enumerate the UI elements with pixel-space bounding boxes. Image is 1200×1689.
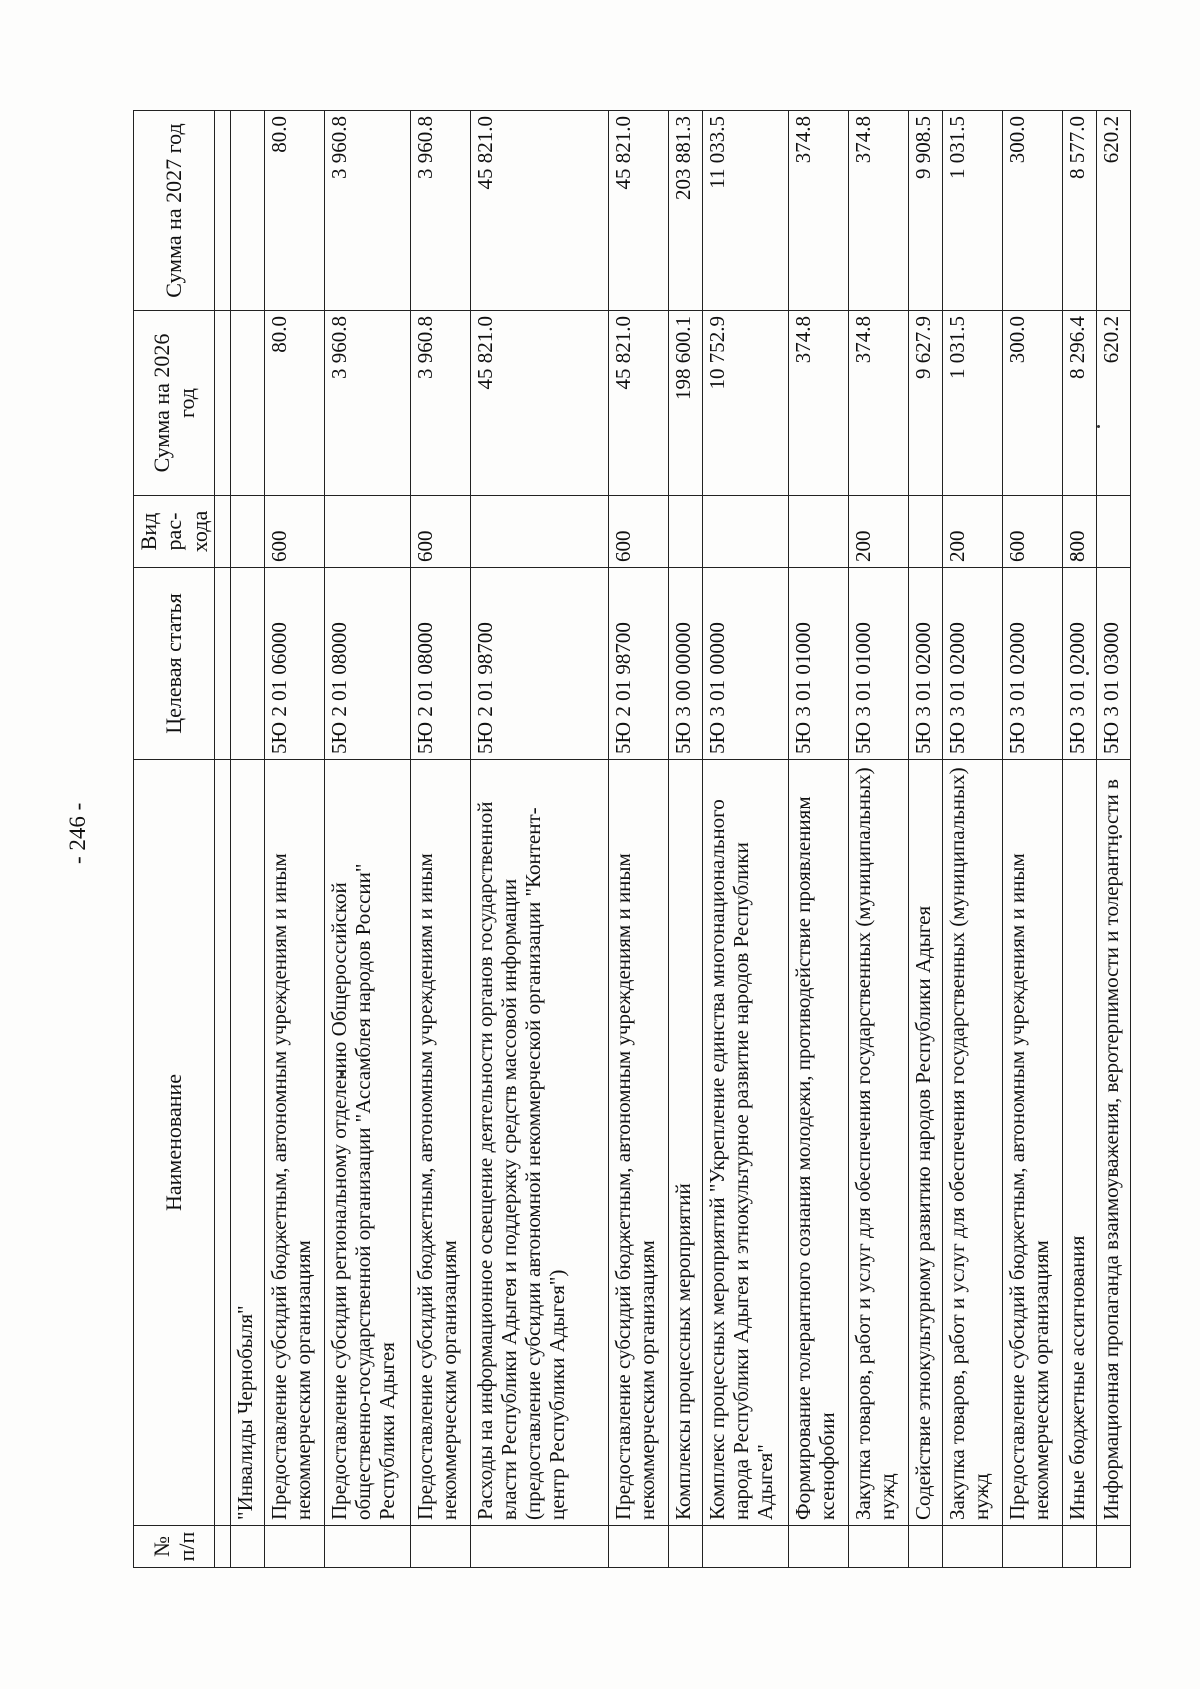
table-row: [848, 111, 908, 1568]
cell-sum-2026: 45 821.0: [470, 311, 608, 496]
cell-sum-2026: 3 960.8: [324, 311, 410, 496]
page-number: - 246 -: [65, 802, 90, 864]
cell-sum-2027: 3 960.8: [410, 111, 470, 311]
cell-sum-2026: 374.8: [848, 311, 908, 496]
cell-no: [788, 1526, 848, 1568]
cell-sum-2027: 203 881.3: [668, 111, 702, 311]
cell-name: Предоставление субсидий бюджетным, автономным учреждениям и иным некоммерческим организациям: [264, 760, 324, 1526]
cell-sum-2026: [214, 311, 230, 496]
cell-name: [214, 760, 230, 1526]
cell-target-article: 5Ю 3 01 02000: [1062, 568, 1096, 760]
cell-sum-2026: 9 627.9: [908, 311, 942, 496]
cell-name: Закупка товаров, работ и услуг для обеспечения государственных (муниципальных) нужд: [942, 760, 1002, 1526]
cell-sum-2026: 8 296.4: [1062, 311, 1096, 496]
cell-no: [214, 1526, 230, 1568]
cell-no: [410, 1526, 470, 1568]
header-name: Наименование: [134, 760, 215, 1526]
cell-target-article: 5Ю 3 00 00000: [668, 568, 702, 760]
header-target-article: Целевая статья: [134, 568, 215, 760]
cell-target-article: 5Ю 2 01 06000: [264, 568, 324, 760]
cell-sum-2027: 374.8: [848, 111, 908, 311]
cell-name: Предоставление субсидий бюджетным, автономным учреждениям и иным некоммерческим организациям: [608, 760, 668, 1526]
cell-no: [702, 1526, 788, 1568]
cell-expense-type: 600: [608, 496, 668, 568]
cell-name: Предоставление субсидий бюджетным, автономным учреждениям и иным некоммерческим организациям: [410, 760, 470, 1526]
cell-sum-2027: 3 960.8: [324, 111, 410, 311]
table-row: [264, 111, 324, 1568]
cell-target-article: 5Ю 3 01 00000: [702, 568, 788, 760]
cell-expense-type: 200: [942, 496, 1002, 568]
cell-sum-2027: 374.8: [788, 111, 848, 311]
table-row: [608, 111, 668, 1568]
cell-no: [848, 1526, 908, 1568]
cell-sum-2026: 198 600.1: [668, 311, 702, 496]
cell-name: Информационная пропаганда взаимоуважения, веротерпимости и толерантности в: [1096, 760, 1130, 1526]
cell-expense-type: [908, 496, 942, 568]
cell-sum-2027: [214, 111, 230, 311]
cell-no: [608, 1526, 668, 1568]
cell-sum-2026: 3 960.8: [410, 311, 470, 496]
cell-sum-2026: 10 752.9: [702, 311, 788, 496]
cell-name: "Инвалиды Чернобыля": [230, 760, 264, 1526]
table-row: [410, 111, 470, 1568]
cell-sum-2027: 80.0: [264, 111, 324, 311]
cell-sum-2026: 300.0: [1002, 311, 1062, 496]
cell-expense-type: [702, 496, 788, 568]
cell-target-article: 5Ю 2 01 98700: [470, 568, 608, 760]
table-row: [942, 111, 1002, 1568]
cell-target-article: 5Ю 2 01 08000: [410, 568, 470, 760]
header-sum-2027: Сумма на 2027 год: [134, 111, 215, 311]
cell-no: [1062, 1526, 1096, 1568]
table-row: [702, 111, 788, 1568]
cell-target-article: 5Ю 3 01 02000: [942, 568, 1002, 760]
cell-sum-2027: 1 031.5: [942, 111, 1002, 311]
table-row: [470, 111, 608, 1568]
header-expense-type: Вид рас- хода: [134, 496, 215, 568]
cell-expense-type: [230, 496, 264, 568]
header-no: № п/п: [134, 1526, 215, 1568]
cell-sum-2026: 80.0: [264, 311, 324, 496]
cell-target-article: 5Ю 2 01 08000: [324, 568, 410, 760]
cell-no: [908, 1526, 942, 1568]
cell-expense-type: [470, 496, 608, 568]
cell-no: [324, 1526, 410, 1568]
cell-expense-type: [324, 496, 410, 568]
cell-no: [230, 1526, 264, 1568]
table-row: [1096, 111, 1130, 1568]
cell-name: Предоставление субсидий бюджетным, автономным учреждениям и иным некоммерческим организациям: [1002, 760, 1062, 1526]
cell-expense-type: 600: [410, 496, 470, 568]
cell-sum-2027: 620.2: [1096, 111, 1130, 311]
cell-expense-type: [668, 496, 702, 568]
header-sum-2026: Сумма на 2026 год: [134, 311, 215, 496]
cell-name: Формирование толерантного сознания молодежи, противодействие проявлениям ксенофобии: [788, 760, 848, 1526]
cell-no: [942, 1526, 1002, 1568]
table-row: [324, 111, 410, 1568]
cell-name: Закупка товаров, работ и услуг для обеспечения государственных (муниципальных) нужд: [848, 760, 908, 1526]
cell-expense-type: [788, 496, 848, 568]
table-row: [230, 111, 264, 1568]
cell-no: [1096, 1526, 1130, 1568]
cell-sum-2026: 374.8: [788, 311, 848, 496]
table-container: [133, 111, 1123, 1568]
cell-name: Расходы на информационное освещение деятельности органов государственной власти Республики Адыгея и поддержку средств массовой информации (предоставление субсидии автономной некоммерческой организации "Контент-центр Республики Адыгея"): [470, 760, 608, 1526]
cell-expense-type: 800: [1062, 496, 1096, 568]
table-row: [788, 111, 848, 1568]
cell-target-article: 5Ю 3 01 02000: [908, 568, 942, 760]
cell-expense-type: 200: [848, 496, 908, 568]
cell-sum-2027: 9 908.5: [908, 111, 942, 311]
cell-target-article: 5Ю 3 01 02000: [1002, 568, 1062, 760]
cell-target-article: 5Ю 3 01 01000: [788, 568, 848, 760]
cell-target-article: [214, 568, 230, 760]
table-row: [908, 111, 942, 1568]
cell-name: Комплекс процессных мероприятий "Укрепление единства многонационального народа Республики Адыгея и этнокультурное развитие народов Республики Адыгея": [702, 760, 788, 1526]
cell-sum-2027: [230, 111, 264, 311]
table-row: [668, 111, 702, 1568]
cell-expense-type: 600: [264, 496, 324, 568]
cell-sum-2027: 11 033.5: [702, 111, 788, 311]
cell-name: Содействие этнокультурному развитию народов Республики Адыгея: [908, 760, 942, 1526]
cell-target-article: [230, 568, 264, 760]
cell-expense-type: [1096, 496, 1130, 568]
budget-table: [133, 110, 1131, 1568]
cell-no: [264, 1526, 324, 1568]
cell-sum-2027: 300.0: [1002, 111, 1062, 311]
cell-sum-2026: [230, 311, 264, 496]
cell-name: Предоставление субсидии региональному отделению Общероссийской общественно-государственной организации "Ассамблея народов России" Республики Адыгея: [324, 760, 410, 1526]
cell-sum-2026: 45 821.0: [608, 311, 668, 496]
cell-target-article: 5Ю 3 01 03000: [1096, 568, 1130, 760]
cell-no: [470, 1526, 608, 1568]
table-row: [1062, 111, 1096, 1568]
cell-name: Комплексы процессных мероприятий: [668, 760, 702, 1526]
table-row: [214, 111, 230, 1568]
cell-name: Иные бюджетные ассигнования: [1062, 760, 1096, 1526]
cell-no: [1002, 1526, 1062, 1568]
cell-no: [668, 1526, 702, 1568]
cell-target-article: 5Ю 3 01 01000: [848, 568, 908, 760]
cell-sum-2027: 45 821.0: [608, 111, 668, 311]
cell-sum-2027: 45 821.0: [470, 111, 608, 311]
cell-expense-type: [214, 496, 230, 568]
cell-sum-2026: 620.2: [1096, 311, 1130, 496]
table-header-row: [134, 111, 215, 1568]
cell-target-article: 5Ю 2 01 98700: [608, 568, 668, 760]
cell-sum-2026: 1 031.5: [942, 311, 1002, 496]
cell-expense-type: 600: [1002, 496, 1062, 568]
table-row: [1002, 111, 1062, 1568]
cell-sum-2027: 8 577.0: [1062, 111, 1096, 311]
